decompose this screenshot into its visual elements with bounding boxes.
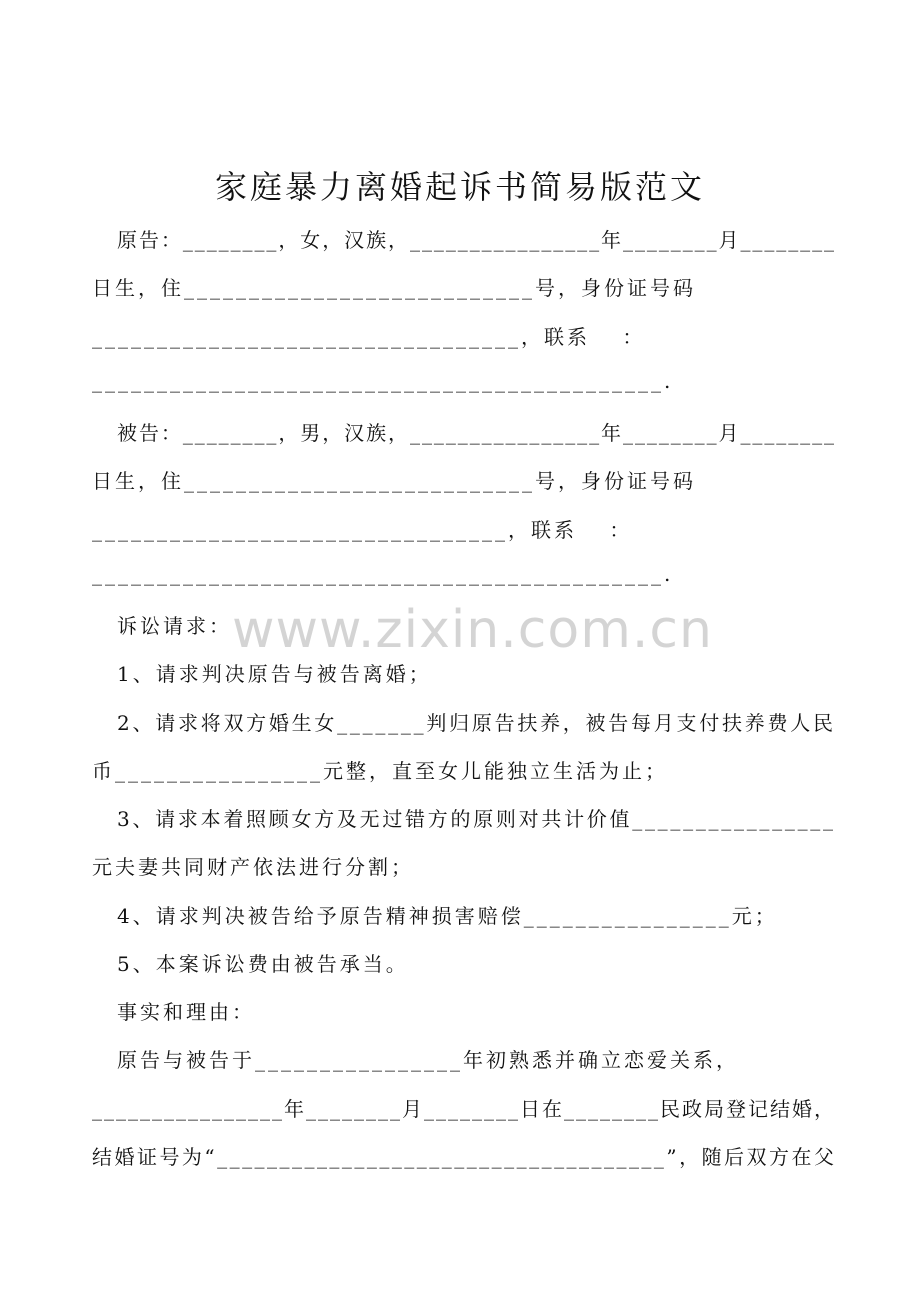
claims-heading: 诉讼请求： [117,614,232,638]
document-title: 家庭暴力离婚起诉书简易版范文 [214,168,705,206]
claim-2-line-2: 币________________元整，直至女儿能独立生活为止； [92,759,668,783]
facts-heading: 事实和理由： [117,1000,255,1024]
claim-3-line-1: 3、请求本着照顾女方及无过错方的原则对共计价值________________ [117,807,836,831]
claim-3-line-2: 元夫妻共同财产依法进行分割； [92,855,414,879]
defendant-line-2: 日生，住___________________________号，身份证号码 [92,469,696,493]
watermark: www.zixin.com.cn [232,600,713,660]
plaintiff-line-1: 原告：________，女，汉族，________________年________月________ [117,228,836,252]
defendant-line-3: ________________________________，联系 ： [92,518,633,542]
claim-1: 1、请求判决原告与被告离婚； [117,662,432,686]
claim-4: 4、请求判决被告给予原告精神损害赔偿________________元； [117,904,778,928]
facts-line-2: ________________年________月________日在________民政局登记结婚， [92,1097,836,1121]
plaintiff-line-4: ____________________________________________. [92,369,674,393]
facts-line-3: 结婚证号为“____________________________________”，随后双方在父 [92,1145,837,1169]
plaintiff-line-3: _________________________________，联系 ： [92,325,646,349]
defendant-line-1: 被告：________，男，汉族，________________年________月________ [117,421,836,445]
claim-5: 5、本案诉讼费由被告承当。 [117,952,409,976]
facts-line-1: 原告与被告于________________年初熟悉并确立恋爱关系， [117,1048,739,1072]
plaintiff-line-2: 日生，住___________________________号，身份证号码 [92,276,696,300]
claim-2-line-1: 2、请求将双方婚生女_______判归原告扶养，被告每月支付扶养费人民 [117,711,836,735]
defendant-line-4: ____________________________________________. [92,562,674,586]
